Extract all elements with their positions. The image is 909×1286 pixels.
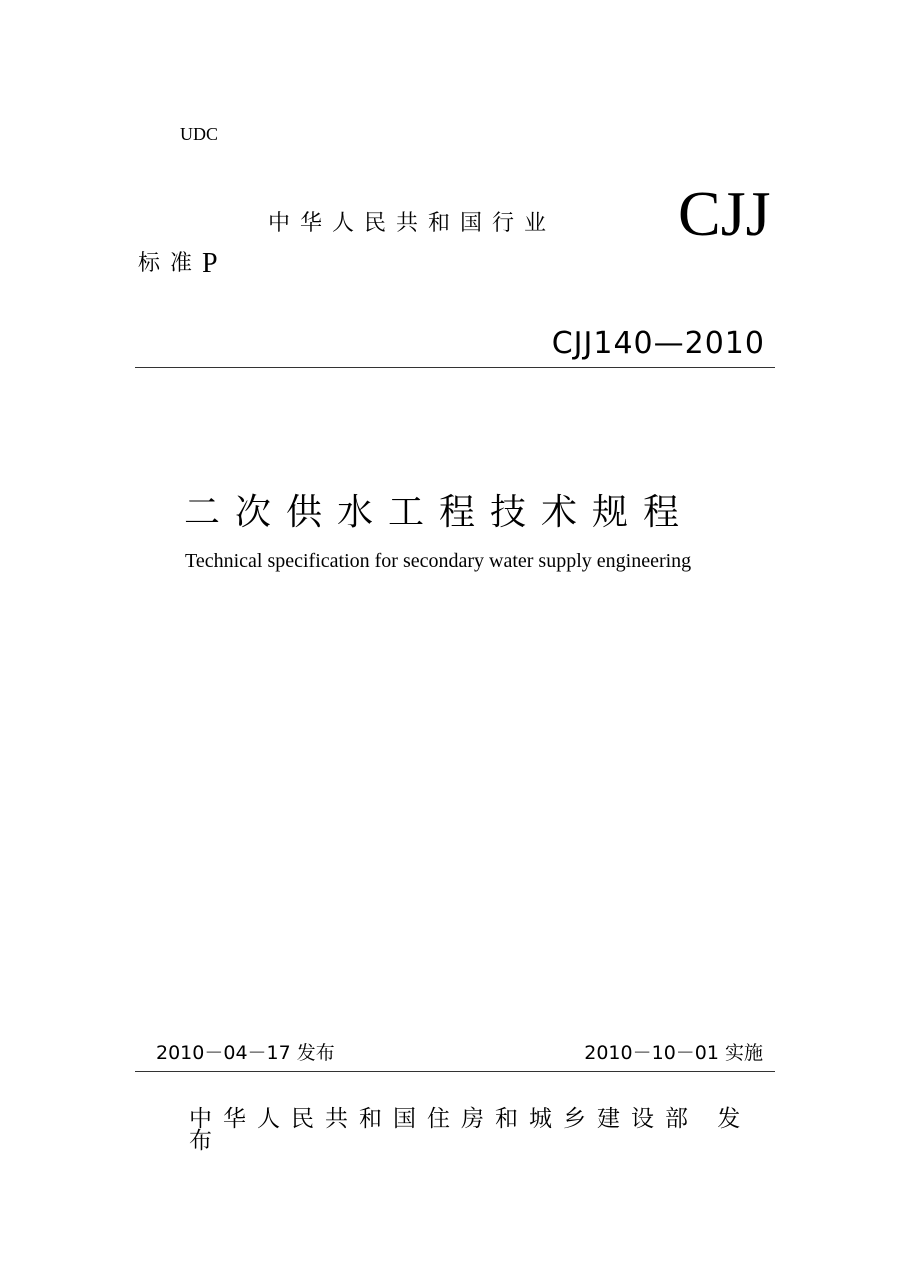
issuing-authority: 中华人民共和国住房和城乡建设部 发布 — [189, 1106, 752, 1154]
category-letter: P — [202, 248, 218, 279]
bottom-divider — [135, 1071, 775, 1072]
industry-standard-heading-continued — [138, 246, 218, 278]
document-title-english: Technical specification for secondary water supply engineering — [185, 550, 692, 572]
issue-date: 2010－04－17 发布 — [156, 1042, 335, 1064]
effective-date: 2010－10－01 实施 — [584, 1042, 763, 1064]
industry-standard-heading: 中华人民共和国行业 — [268, 211, 557, 236]
standard-mark: CJJ — [678, 178, 771, 249]
udc-label: UDC — [180, 124, 219, 144]
standard-label: 标准 — [138, 251, 203, 276]
top-divider — [135, 367, 775, 368]
document-title-chinese: 二次供水工程技术规程 — [184, 492, 695, 533]
standard-number: CJJ140—2010 — [551, 326, 765, 361]
